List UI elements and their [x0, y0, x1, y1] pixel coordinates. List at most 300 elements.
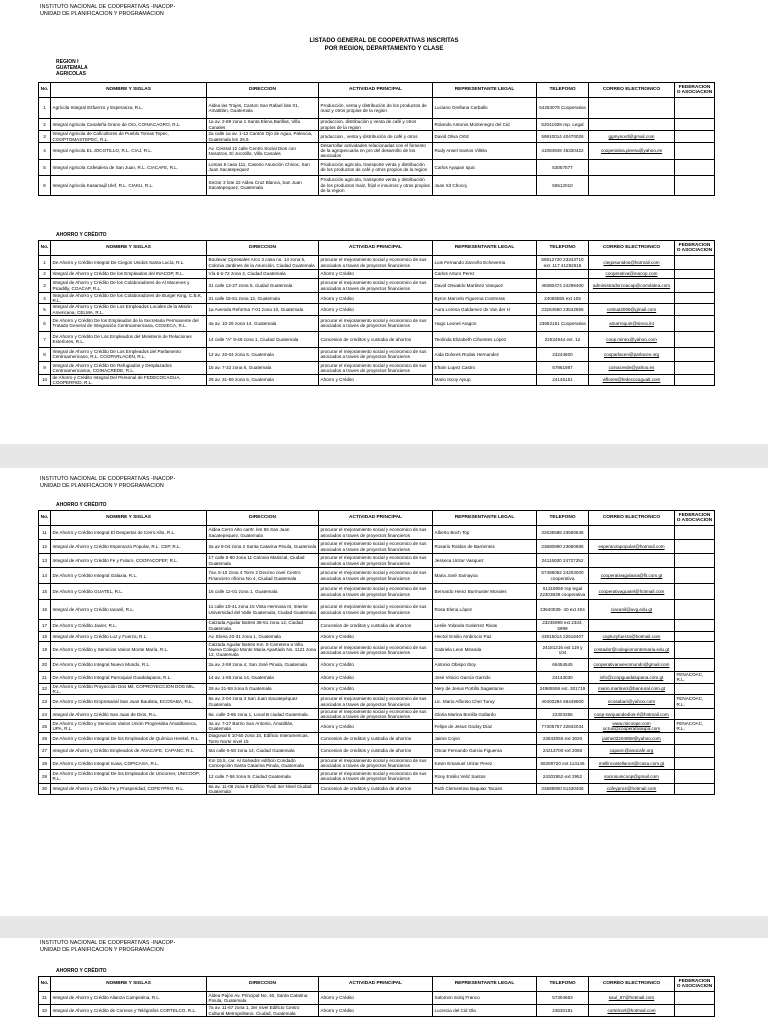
main-activity: procurar el mejoramiento social y economico de sus asociados a traves de proyectos financieros: [319, 769, 433, 783]
federation: [675, 554, 715, 568]
table-row: [39, 175, 715, 195]
cooperative-name: Integral Agricola Cafetalera de San Juan, R.L. CIACAFE, R.L.: [51, 159, 207, 175]
email: [589, 119, 675, 131]
email[interactable]: mellincastellanos@icasa.com.gt: [589, 757, 675, 769]
cooperatives-table-ahorro-2: [38, 510, 715, 795]
main-activity: Desarrollar actividades relacionadas con el fomento de la agropecuaria en pro del desarrollo de los asociados: [319, 143, 433, 160]
main-activity: procurar el mejoramiento social y economico de sus asociados a traves de proyectos financieros: [319, 642, 433, 659]
email: [589, 526, 675, 540]
table-row: [39, 568, 715, 584]
table-row: [39, 584, 715, 600]
table-header-row: [39, 511, 715, 526]
federation: [675, 143, 715, 160]
federation: [675, 131, 715, 143]
legal-representative: Aida Dolores Rodas Hernandez: [433, 347, 537, 361]
legal-representative: Rosa Elena López: [433, 600, 537, 620]
cooperative-name: Integral de Ahorro y Crédito Luz y Fuerza, R.L.: [51, 632, 207, 642]
main-activity: Ahorro y Crédito: [319, 374, 433, 385]
cooperative-name: De Ahorro y Crédito Integral Icasa, COPICASA, R.L.: [51, 757, 207, 769]
federation: [675, 600, 715, 620]
address: 4a av. 10-25 zona 14, Guatemala: [207, 315, 319, 331]
cooperative-name: Integral de Ahorro y Crédito De Los Empleados del Parlamento Centroamericano, R.L. COOPARLACEN, R.L.: [51, 347, 207, 361]
main-activity: Concesion de creditos y custodia de ahorros: [319, 744, 433, 757]
page-header: [40, 940, 175, 954]
phone: 32635586 23580846: [537, 526, 589, 540]
row-number: 2: [39, 270, 51, 279]
legal-representative: Mario Iscoy Ajsup: [433, 374, 537, 385]
email[interactable]: cooperativa.pinera@yahoo.es: [589, 143, 675, 160]
phone: 57961987: [537, 361, 589, 374]
table-header-row: [39, 977, 715, 992]
cooperative-name: Integral de Ahorro y Crédito Esperanza Popular, R.L. CEP, R.L.: [51, 540, 207, 554]
row-number: 30: [39, 783, 51, 794]
phone: 23640036- 40 ext 404: [537, 600, 589, 620]
email[interactable]: www.micoope.com ocrus@cooperativaupa.com: [589, 720, 675, 733]
region-heading: [56, 59, 88, 77]
email[interactable]: amarroquin@sieca.int: [589, 315, 675, 331]
legal-representative: David Oliva Ortiz: [433, 131, 537, 143]
cooperative-name: De Ahorro y Crédito Javier, R.L.: [51, 620, 207, 632]
federation: [675, 540, 715, 554]
address: 12 av. 33-04 zona 5, Guatemala: [207, 347, 319, 361]
table-row: [39, 119, 715, 131]
row-number: 5: [39, 304, 51, 315]
federation: FENACOAC, R.L.: [675, 720, 715, 733]
column-header: DIRECCION: [207, 83, 319, 98]
email[interactable]: jaime02204858@yahoo.com: [589, 733, 675, 744]
cooperative-name: Integral de Ahorro y Crédito Fe y Prosperidad, COFEYPRO, R.L.: [51, 783, 207, 794]
legal-representative: Jesseca Urizar Vasquez: [433, 554, 537, 568]
cooperative-name: de Ahorro y Crédito Integral Del Personal de FEDECOCAGUA, COOPERFED, R.L.: [51, 374, 207, 385]
address: 3a av. 7-27 Barrio San Antonio, Amatitlán, Guatemala: [207, 720, 319, 733]
cooperative-name: De Ahorro y Crédito Empresarial San Juan Bautista, ECOSABA, R.L.: [51, 695, 207, 709]
legal-representative: Luis Fernando Zarceño Echeverria: [433, 256, 537, 270]
cooperative-name: De Ahorro y Crédito Integral De los Empleados de Unicomer, UNICOOP, R.L.: [51, 769, 207, 783]
title-line-1: LISTADO GENERAL DE COOPERATIVAS INSCRITAS: [309, 38, 459, 44]
main-activity: Ahorro y Crédito: [319, 720, 433, 733]
federation: [675, 270, 715, 279]
table-row: [39, 293, 715, 304]
federation: [675, 526, 715, 540]
document-title: [0, 37, 768, 53]
cooperative-name: De Ahorro y Crédito GUATEL, R.L.: [51, 584, 207, 600]
email[interactable]: celmat2008@gmail.com: [589, 304, 675, 315]
cooperative-name: Integral de Ahorro y Crédito San Juan de Dios, R.L.: [51, 709, 207, 720]
cooperative-name: De Ahorro y Crédito Integral Nuevo Mundo, R.L.: [51, 658, 207, 671]
row-number: 10: [39, 374, 51, 385]
cooperative-name: Integral de Ahorro y Crédito De los Colaboradores de Burger King, C.B.K, R.L.: [51, 293, 207, 304]
main-activity: procurar el mejoramiento social y economico de sus asociados a traves de proyectos financieros: [319, 347, 433, 361]
email: [589, 554, 675, 568]
address: 16 calle 12-01 zona 1, Guatemala: [207, 584, 319, 600]
table-row: [39, 304, 715, 315]
legal-representative: Gloria Marina Bonilla Gallardo: [433, 709, 537, 720]
table-row: [39, 540, 715, 554]
row-number: 11: [39, 526, 51, 540]
email[interactable]: ecosabari@yahoo.com: [589, 695, 675, 709]
federation: [675, 374, 715, 385]
main-activity: procurar el mejoramiento social y economico de sus asociados a traves de proyectos financieros: [319, 584, 433, 600]
column-header: ACTIVIDAD PRINCIPAL: [319, 977, 433, 992]
main-activity: procurar el mejoramiento social y economico de sus asociados a traves de proyectos financieros: [319, 361, 433, 374]
row-number: 18: [39, 632, 51, 642]
email[interactable]: sociosunicoop@gmail.com: [589, 769, 675, 783]
legal-representative: Efrain Lopez Castro: [433, 361, 537, 374]
row-number: 19: [39, 642, 51, 659]
institute-name: INSTITUTO NACIONAL DE COOPERATIVAS -INACOP-: [40, 4, 176, 10]
phone: 23680890 23680885: [537, 540, 589, 554]
phone: 24055555 ext 106: [537, 293, 589, 304]
address: Lomas 8 casa 111, Caserio Asunción Chivoc, San Juan Sacatepequez: [207, 159, 319, 175]
cooperative-name: De Ahorro y Crédito Integral Parroquial Guadalupana, R.L.: [51, 671, 207, 683]
column-header: CORREO ELECTRONICO: [589, 977, 675, 992]
phone: 77305757 22842034: [537, 720, 589, 733]
phone: 66359720 ext 113146: [537, 757, 589, 769]
institute-name: INSTITUTO NACIONAL DE COOPERATIVAS -INACOP-: [40, 476, 176, 482]
legal-representative: Nery de Jesus Portillo Sagastume: [433, 683, 537, 694]
class-label: AGRICOLAS: [56, 71, 86, 77]
federation: [675, 584, 715, 600]
table-row: [39, 683, 715, 694]
address: 8a av. 2-04 zona 3 San Juan Sacatepéquez Guatemala: [207, 695, 319, 709]
federation: [675, 98, 715, 119]
unit-name: UNIDAD DE PLANIFICACION Y PROGRAMACION: [40, 483, 164, 489]
cooperative-name: Integral de Ahorro y Crédito Iacanil, R.L.: [51, 600, 207, 620]
federation: [675, 159, 715, 175]
federation: [675, 632, 715, 642]
cooperative-name: De Ahorro y Crédito Integral El Despertar de Cerro Alto, R.L.: [51, 526, 207, 540]
legal-representative: Hector Emilio Ambrocio Paz: [433, 632, 537, 642]
table-row: [39, 554, 715, 568]
cooperative-name: Agrícola Integral Esfuerzo y Esperanza, R.L.: [51, 98, 207, 119]
federation: [675, 658, 715, 671]
cooperative-name: Integral de Ahorro y Crédito De los Colaboradores de Al Macenes y Picadilly, COACAP, R.L.: [51, 279, 207, 293]
main-activity: procurar el mejoramiento social y economico de sus asociados a traves de proyectos financieros: [319, 568, 433, 584]
cooperative-name: De Ahorro y Crédito y Servicios Varios Unión Progresista Amatitlaneca, UPA, R.L.: [51, 720, 207, 733]
row-number: 31: [39, 992, 51, 1005]
row-number: 15: [39, 584, 51, 600]
legal-representative: Gabriela Leon Miranda: [433, 642, 537, 659]
legal-representative: Alberto Boch Top: [433, 526, 537, 540]
table-row: [39, 620, 715, 632]
main-activity: produccion, distribución y venta de café y otros propios de la region: [319, 119, 433, 131]
column-header: REPRESENTANTE LEGAL: [433, 83, 537, 98]
phone: 40400294 66449500: [537, 695, 589, 709]
phone: 24115000 24727252: [537, 554, 589, 568]
main-activity: Concesion de creditos y custodia de ahorros: [319, 783, 433, 794]
federation: [675, 757, 715, 769]
address: 1a av. 2-89 zona 1 Santa Elena Barillas, Villa Canales: [207, 119, 319, 131]
email[interactable]: cooperativaguatel@hotmail.com: [589, 584, 675, 600]
main-activity: Ahorro y Crédito: [319, 1005, 433, 1017]
email: [589, 98, 675, 119]
row-number: 12: [39, 540, 51, 554]
table-row: [39, 1005, 715, 1017]
page-header: [40, 4, 175, 18]
row-number: 21: [39, 671, 51, 683]
phone: 24213700 ext 2066: [537, 744, 589, 757]
table-row: [39, 744, 715, 757]
main-activity: procurar el mejoramiento social y economico de sus asociados a traves de proyectos financieros: [319, 315, 433, 331]
row-number: 4: [39, 143, 51, 160]
legal-representative: Hugo Leonel Aragon: [433, 315, 537, 331]
institute-name: INSTITUTO NACIONAL DE COOPERATIVAS -INACOP-: [40, 940, 176, 946]
address: Aldea las Trojes, Canton San Rafael lote 01, Amatitlán, Guatemala: [207, 98, 319, 119]
column-header: FEDERACION O ASOCIACION: [675, 511, 715, 526]
email[interactable]: coop.minex@yahoo.com: [589, 331, 675, 347]
unit-name: UNIDAD DE PLANIFICACION Y PROGRAMACION: [40, 11, 164, 17]
table-row: [39, 131, 715, 143]
legal-representative: Bernardo Heinz Burmuster Morales: [433, 584, 537, 600]
legal-representative: José Vinicio García Garrido: [433, 671, 537, 683]
column-header: REPRESENTANTE LEGAL: [433, 977, 537, 992]
column-header: No.: [39, 511, 51, 526]
phone: 55512010: [537, 175, 589, 195]
email[interactable]: cortelcorl@hotmail.com: [589, 1005, 675, 1017]
address: 12 calle 7-56 zona 9, Ciudad Guatemala: [207, 769, 319, 783]
main-activity: Ahorro y Crédito: [319, 632, 433, 642]
address: 1a Avenida Reforma 7-01 zona 10, Guatemala: [207, 304, 319, 315]
email[interactable]: ggmynord@gmail.com: [589, 131, 675, 143]
column-header: TELEFONO: [537, 83, 589, 98]
phone: 48380474 24296400: [537, 279, 589, 293]
federation: [675, 293, 715, 304]
cooperative-name: Integral Agricola Canaleña Grano de Oro, COINACAGRO, R.L.: [51, 119, 207, 131]
column-header: REPRESENTANTE LEGAL: [433, 511, 537, 526]
cooperative-name: Integral Agricola Kasamajil Ulef, R.L. CIAKU, R.L.: [51, 175, 207, 195]
address: Diagonal 6 10-50 zona 10, Edificio Interamericas. Torre Norte nivel 15: [207, 733, 319, 744]
federation: [675, 347, 715, 361]
phone: 43915014 22516407: [537, 632, 589, 642]
federation: [675, 709, 715, 720]
column-header: ACTIVIDAD PRINCIPAL: [319, 511, 433, 526]
cooperative-name: De Ahorro y Crédito Integral Galaxia, R.L.: [51, 568, 207, 584]
table-row: [39, 783, 715, 794]
phone: 23245999 ext 2334, 5999: [537, 620, 589, 632]
column-header: FEDERACION O ASOCIACION: [675, 83, 715, 98]
legal-representative: Aura Lorena Galdamez de Van der H: [433, 304, 537, 315]
address: Km 15.5, car. Al Salvador edificio Condado Concepción Santa Catarina Pinula, Guatemala: [207, 757, 319, 769]
row-number: 27: [39, 744, 51, 757]
federation: [675, 256, 715, 270]
address: 2a av. 2-59 zona 4, San José Pinula, Guatemala: [207, 658, 319, 671]
table-row: [39, 159, 715, 175]
phone: 23689800 51430406: [537, 783, 589, 794]
row-number: 14: [39, 568, 51, 584]
row-number: 5: [39, 159, 51, 175]
email[interactable]: cofeypro4@hotmail.com: [589, 783, 675, 794]
table-row: [39, 256, 715, 270]
table-header-row: [39, 83, 715, 98]
address: 5ta calle 5-50 zona 14, Ciudad Guatemala: [207, 744, 319, 757]
phone: 24244600: [537, 347, 589, 361]
email[interactable]: coop-sanjuandedios-rl@hotmail.com: [589, 709, 675, 720]
table-row: [39, 270, 715, 279]
federation: [675, 683, 715, 694]
row-number: 16: [39, 600, 51, 620]
column-header: NOMBRE Y SIGLAS: [51, 241, 207, 256]
table-row: [39, 315, 715, 331]
department-label: GUATEMALA: [56, 65, 88, 71]
main-activity: procurar el mejoramiento social y economico de sus asociados a traves de proyectos financieros: [319, 695, 433, 709]
cooperative-name: De Ahorro y Crédito De los Empleados de la Secretaria Permanente del Tratado General de Integración Centroamericana, COSIECA, R.L.: [51, 315, 207, 331]
cooperative-name: Integral de Ahorro y Crédito de Correos y Telégrafos CORTELCO, R.L.: [51, 1005, 207, 1017]
main-activity: Ahorro y Crédito: [319, 658, 433, 671]
table-row: [39, 361, 715, 374]
email[interactable]: contador@colegiomontemaria.edu.gt: [589, 642, 675, 659]
legal-representative: Jaime Cojon: [433, 733, 537, 744]
address: Vía 6 6-72 zona 4, Ciudad Guatemala: [207, 270, 319, 279]
legal-representative: Oscar Fernando Garcia Figueroa: [433, 744, 537, 757]
main-activity: Ahorro y Crédito: [319, 270, 433, 279]
column-header: FEDERACION O ASOCIACION: [675, 241, 715, 256]
column-header: ACTIVIDAD PRINCIPAL: [319, 241, 433, 256]
cooperatives-table-agricolas: [38, 82, 715, 196]
legal-representative: Rudy Ansel Santos Villela: [433, 143, 537, 160]
email[interactable]: info@coopguadalupana.com.gt: [589, 671, 675, 683]
email[interactable]: cooperativanuevomundo@gmail.com: [589, 658, 675, 671]
main-activity: Producción agricola, transporte venta y distribución de los productos de café y otros propios de la region: [319, 159, 433, 175]
federation: [675, 992, 715, 1005]
phone: 55912720 23343710 ext. 117 41282616: [537, 256, 589, 270]
row-number: 24: [39, 709, 51, 720]
table-row: [39, 374, 715, 385]
cooperatives-table-ahorro-1: [38, 240, 715, 386]
address: 8a. calle 3-66 zona 1, Local B ciudad Guatemala.: [207, 709, 319, 720]
address: 29 av. 31-59 zona 5, Guatemala: [207, 374, 319, 385]
row-number: 8: [39, 347, 51, 361]
address: 7av. 5-10 zona 4 Torre 2 Decimo nivel Centro Financiero oficina No 4, Ciudad Guatemala: [207, 568, 319, 584]
email[interactable]: esperanzapopular@hotmail.com: [589, 540, 675, 554]
main-activity: produccion , venta y distribución de café y otros: [319, 131, 433, 143]
page-header: [40, 476, 175, 490]
column-header: NOMBRE Y SIGLAS: [51, 83, 207, 98]
legal-representative: Juan Xit Chocoj: [433, 175, 537, 195]
email[interactable]: wflores@fedecocaguatl.com: [589, 374, 675, 385]
column-header: DIRECCION: [207, 511, 319, 526]
address: 29 av 31-59 zona 5 Guatemala: [207, 683, 319, 694]
phone: 53057577: [537, 159, 589, 175]
main-activity: Ahorro y Crédito: [319, 992, 433, 1005]
table-header-row: [39, 241, 715, 256]
row-number: 28: [39, 757, 51, 769]
cooperatives-table-ahorro-3: [38, 976, 715, 1017]
column-header: FEDERACION O ASOCIACION: [675, 977, 715, 992]
document-page-2: [0, 468, 768, 916]
federation: [675, 744, 715, 757]
document-page-3: [0, 938, 768, 1024]
column-header: CORREO ELECTRONICO: [589, 241, 675, 256]
table-row: [39, 695, 715, 709]
main-activity: Concesion de creditos y custodia de ahorros: [319, 733, 433, 744]
phone: 54283078 Cooperativa: [537, 98, 589, 119]
phone: [537, 270, 589, 279]
email[interactable]: ciegosunidos@hotmail.com: [589, 256, 675, 270]
phone: 24202952 ext 2952: [537, 769, 589, 783]
email[interactable]: saul_67@hotmail.com: [589, 992, 675, 1005]
column-header: TELEFONO: [537, 977, 589, 992]
address: 2a calle 1a av. 1-12 Cantón Ojo de Agua, Palencia, Guatemala km 26.5: [207, 131, 319, 143]
legal-representative: Lucrecia del Cid Ola: [433, 1005, 537, 1017]
email[interactable]: mario.martinez@banrural.com.gt: [589, 683, 675, 694]
legal-representative: David Oswaldo Martinez Vasquez: [433, 279, 537, 293]
federation: [675, 304, 715, 315]
cooperative-name: De Ahorro y Crédito Proyección Dos Mil, COPROYECCION DOS MIL, R.L.: [51, 683, 207, 694]
main-activity: Concesion de creditos y custodia de ahorros: [319, 331, 433, 347]
legal-representative: Maria José Samayoa: [433, 568, 537, 584]
address: 3a av 9-04 zona 2 Santa Catarina Pinula, Guatemala: [207, 540, 319, 554]
main-activity: Concesion de creditos y custodia de ahorros: [319, 620, 433, 632]
row-number: 3: [39, 279, 51, 293]
row-number: 32: [39, 1005, 51, 1017]
email[interactable]: cooperativa@inacop.com: [589, 270, 675, 279]
email: [589, 293, 675, 304]
table-row: [39, 347, 715, 361]
cooperative-name: De Ahorro y Crédito Integral De los Empleados de Química Henkel, R.L.: [51, 733, 207, 744]
column-header: NOMBRE Y SIGLAS: [51, 511, 207, 526]
row-number: 4: [39, 293, 51, 304]
legal-representative: Antonio Obispo Iboy: [433, 658, 537, 671]
address: Aldea Pajón Av. Principal No. 40, Santa Catarina Pinula, Guatemala: [207, 992, 319, 1005]
table-row: [39, 757, 715, 769]
phone: 51319050 rep legal 22303839 cooperativa: [537, 584, 589, 600]
phone: 23264560 23542855: [537, 304, 589, 315]
main-activity: procurar el mejoramiento social y economico de sus asociados a traves de proyectos financieros: [319, 540, 433, 554]
document-page-1: [0, 0, 768, 444]
cooperative-name: De Ahorro y Crédito De Los Empleados del Ministerio de Relaciones Exteriores, R.L.: [51, 331, 207, 347]
federation: [675, 315, 715, 331]
row-number: 9: [39, 361, 51, 374]
phone: 52041928 rep. Legal: [537, 119, 589, 131]
main-activity: procurar el mejoramiento social y economico de sus asociados a traves de proyectos financieros: [319, 709, 433, 720]
main-activity: procurar el mejoramiento social y economico de sus asociados a traves de proyectos financieros: [319, 554, 433, 568]
email[interactable]: copluzyfuerza@hotmail.com: [589, 632, 675, 642]
row-number: 17: [39, 620, 51, 632]
federation: [675, 119, 715, 131]
row-number: 13: [39, 554, 51, 568]
table-row: [39, 658, 715, 671]
table-row: [39, 671, 715, 683]
row-number: 1: [39, 98, 51, 119]
legal-representative: Rosario Roldan de Barrientos: [433, 540, 537, 554]
email[interactable]: coinacrede@yahoo.es: [589, 361, 675, 374]
main-activity: Producción, venta y distribución de los productos de maiz y otros propios de la region: [319, 98, 433, 119]
federation: [675, 331, 715, 347]
federation: [675, 1005, 715, 1017]
phone: 41084849 45330422: [537, 143, 589, 160]
legal-representative: Luciano Orellana Carballo: [433, 98, 537, 119]
main-activity: Ahorro y Crédito: [319, 683, 433, 694]
email[interactable]: capanc@anacafe.org: [589, 744, 675, 757]
federation: [675, 769, 715, 783]
region-label: REGION I: [56, 59, 79, 65]
cooperative-name: Integral de Ahorro y Crédito De los Empleados del INACOP, R.L.: [51, 270, 207, 279]
main-activity: procurar el mejoramiento social y economico de sus asociados a traves de proyectos financieros: [319, 526, 433, 540]
federation: [675, 279, 715, 293]
section-heading-ahorro: AHORRO Y CRÉDITO: [56, 232, 107, 238]
cooperative-name: Integral de Ahorro y Crédito Alianza Campesina, R.L.: [51, 992, 207, 1005]
email[interactable]: cooparlacen@parlacen.org: [589, 347, 675, 361]
federation: [675, 783, 715, 794]
email[interactable]: ciacanil@uvg.edu.gt: [589, 600, 675, 620]
email[interactable]: administradorcoacap@comdalea.com: [589, 279, 675, 293]
legal-representative: Kevin Emanuel Urizar Perez: [433, 757, 537, 769]
row-number: 6: [39, 315, 51, 331]
email[interactable]: cooperativagalaxia@fit.com.gt: [589, 568, 675, 584]
phone: 22534944 ext. 12: [537, 331, 589, 347]
table-row: [39, 720, 715, 733]
section-heading-ahorro: AHORRO Y CRÉDITO: [56, 968, 107, 974]
